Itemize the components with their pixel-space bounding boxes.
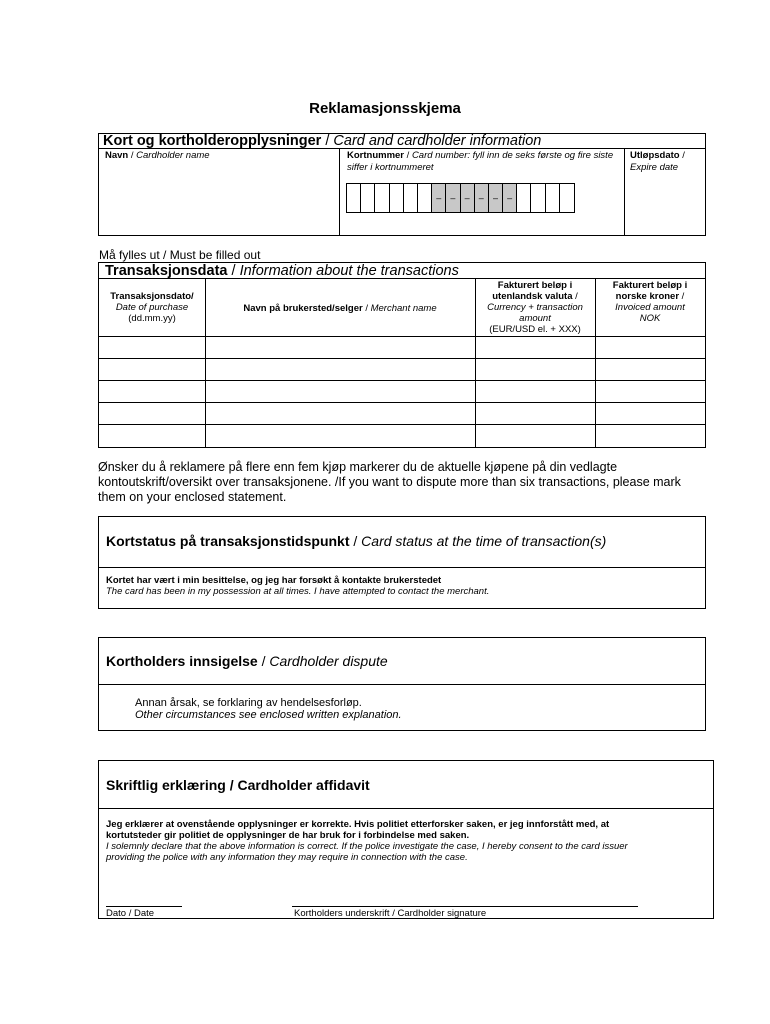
digit-box[interactable] bbox=[418, 184, 432, 212]
digit-box[interactable] bbox=[375, 184, 389, 212]
digit-box[interactable] bbox=[361, 184, 375, 212]
name-label-italic: Cardholder name bbox=[136, 150, 210, 161]
col-foreign-italic1: Currency + transaction bbox=[487, 302, 583, 313]
col-foreign-italic2: amount bbox=[519, 313, 551, 324]
affidavit-bold1: Jeg erklærer at ovenstående opplysninger er korrekte. Hvis politiet etterforsker saken, er jeg innforstått med, at bbox=[106, 819, 610, 830]
col-nok-italic2: NOK bbox=[639, 313, 661, 324]
dispute-section bbox=[98, 637, 706, 731]
card-status-section bbox=[98, 516, 706, 609]
digit-box-masked: – bbox=[461, 184, 475, 212]
dispute-heading-italic: Cardholder dispute bbox=[269, 653, 388, 669]
affidavit-italic1: I solemnly declare that the above information is correct. If the police investigate the case, I hereby consent to the card issuer bbox=[106, 841, 628, 852]
col-foreign-note: (EUR/USD el. + XXX) bbox=[489, 324, 581, 335]
affidavit-italic2: providing the police with any information they may require in connection with the case. bbox=[106, 852, 468, 863]
col-date-bold: Transaksjonsdato/ bbox=[110, 291, 194, 302]
signature-label: Kortholders underskrift / Cardholder signature bbox=[294, 908, 487, 919]
card-info-heading-bold: Kort og kortholderopplysninger bbox=[103, 133, 322, 149]
cardnumber-label-bold: Kortnummer bbox=[347, 150, 405, 161]
col-date-italic2: (dd.mm.yy) bbox=[128, 313, 176, 324]
transactions-section bbox=[98, 262, 706, 448]
col-merchant-bold: Navn på brukersted/selger bbox=[243, 303, 363, 314]
dispute-heading: Kortholders innsigelse / Cardholder dispute bbox=[106, 653, 388, 669]
affidavit-section bbox=[98, 760, 714, 919]
digit-box-masked: – bbox=[489, 184, 503, 212]
expiry-label-bold: Utløpsdato bbox=[630, 150, 680, 161]
dispute-line1: Annan årsak, se forklaring av hendelsesforløp. bbox=[135, 697, 362, 709]
card-status-heading-italic: Card status at the time of transaction(s) bbox=[361, 533, 607, 549]
card-status-line-bold: Kortet har vært i min besittelse, og jeg har forsøkt å kontakte brukerstedet bbox=[106, 575, 442, 586]
digit-box[interactable] bbox=[390, 184, 404, 212]
col-nok-bold1: Fakturert beløp i bbox=[612, 280, 688, 291]
affidavit-heading: Skriftlig erklæring / Cardholder affidavit bbox=[106, 777, 370, 793]
col-nok-bold2: norske kroner bbox=[615, 291, 680, 302]
card-info-heading: Kort og kortholderopplysninger / Card and cardholder information bbox=[99, 134, 705, 149]
col-nok-italic1: Invoiced amount bbox=[615, 302, 685, 313]
page-title: Reklamasjonsskjema bbox=[309, 100, 461, 117]
expiry-label-italic: Expire date bbox=[630, 162, 679, 173]
digit-box-masked: – bbox=[446, 184, 460, 212]
digit-box-masked: – bbox=[503, 184, 517, 212]
col-header-date bbox=[99, 291, 205, 324]
cardnumber-label-italic: Card number: fyll inn de seks første og fire siste siffer i kortnummeret bbox=[347, 150, 614, 173]
col-foreign-bold1: Fakturert beløp i bbox=[497, 280, 573, 291]
signature-line[interactable] bbox=[292, 906, 638, 907]
date-label: Dato / Date bbox=[106, 908, 155, 919]
digit-box-masked: – bbox=[475, 184, 489, 212]
card-status-option[interactable] bbox=[106, 575, 696, 597]
transactions-heading: Transaksjonsdata / Information about the transactions bbox=[99, 263, 705, 279]
dispute-instructions: Ønsker du å reklamere på flere enn fem kjøp markerer du de aktuelle kjøpene på din vedlagte kontoutskrift/oversikt over transaksjonene. /If you want to dispute more than six transactions, please mark them on your enclosed statement. bbox=[98, 460, 681, 504]
card-number-boxes[interactable] bbox=[346, 183, 575, 213]
cardnumber-label: Kortnummer / Card number: fyll inn de seks første og fire siste siffer i kortnummeret bbox=[347, 150, 614, 173]
name-label-bold: Navn bbox=[105, 150, 129, 161]
col-header-merchant: Navn på brukersted/selger / Merchant name bbox=[243, 303, 437, 314]
digit-box[interactable] bbox=[347, 184, 361, 212]
digit-box-masked: – bbox=[432, 184, 446, 212]
card-info-heading-italic: Card and cardholder information bbox=[333, 133, 542, 149]
digit-box[interactable] bbox=[531, 184, 545, 212]
transactions-heading-bold: Transaksjonsdata bbox=[105, 263, 228, 279]
digit-box[interactable] bbox=[546, 184, 560, 212]
date-line[interactable] bbox=[106, 906, 182, 907]
card-status-heading-bold: Kortstatus på transaksjonstidspunkt bbox=[106, 533, 350, 549]
name-field[interactable]: Navn / Cardholder name bbox=[105, 150, 210, 161]
expiry-field[interactable]: Utløpsdato / Expire date bbox=[630, 150, 685, 173]
col-header-foreign: Fakturert beløp i utenlandsk valuta / Currency + transaction amount (EUR/USD el. + XXX) bbox=[487, 280, 583, 335]
dispute-heading-bold: Kortholders innsigelse bbox=[106, 653, 258, 669]
dispute-option[interactable] bbox=[135, 697, 402, 721]
col-foreign-bold2: utenlandsk valuta bbox=[492, 291, 573, 302]
digit-box[interactable] bbox=[560, 184, 574, 212]
col-header-nok: Fakturert beløp i norske kroner / Invoiced amount NOK bbox=[612, 280, 688, 324]
card-status-heading: Kortstatus på transaksjonstidspunkt / Card status at the time of transaction(s) bbox=[106, 533, 607, 549]
col-date-italic1: Date of purchase bbox=[115, 302, 189, 313]
affidavit-bold2: kortutsteder gir politiet de opplysninger de har bruk for i forbindelse med saken. bbox=[106, 830, 470, 841]
digit-box[interactable] bbox=[404, 184, 418, 212]
dispute-line2: Other circumstances see enclosed written explanation. bbox=[135, 709, 402, 721]
affidavit-text bbox=[106, 819, 706, 863]
col-merchant-italic: Merchant name bbox=[370, 303, 437, 314]
card-status-line-italic: The card has been in my possession at all times. I have attempted to contact the merchant. bbox=[106, 586, 490, 597]
must-fill-note: Må fylles ut / Must be filled out bbox=[99, 248, 261, 262]
digit-box[interactable] bbox=[517, 184, 531, 212]
transactions-heading-italic: Information about the transactions bbox=[239, 263, 459, 279]
